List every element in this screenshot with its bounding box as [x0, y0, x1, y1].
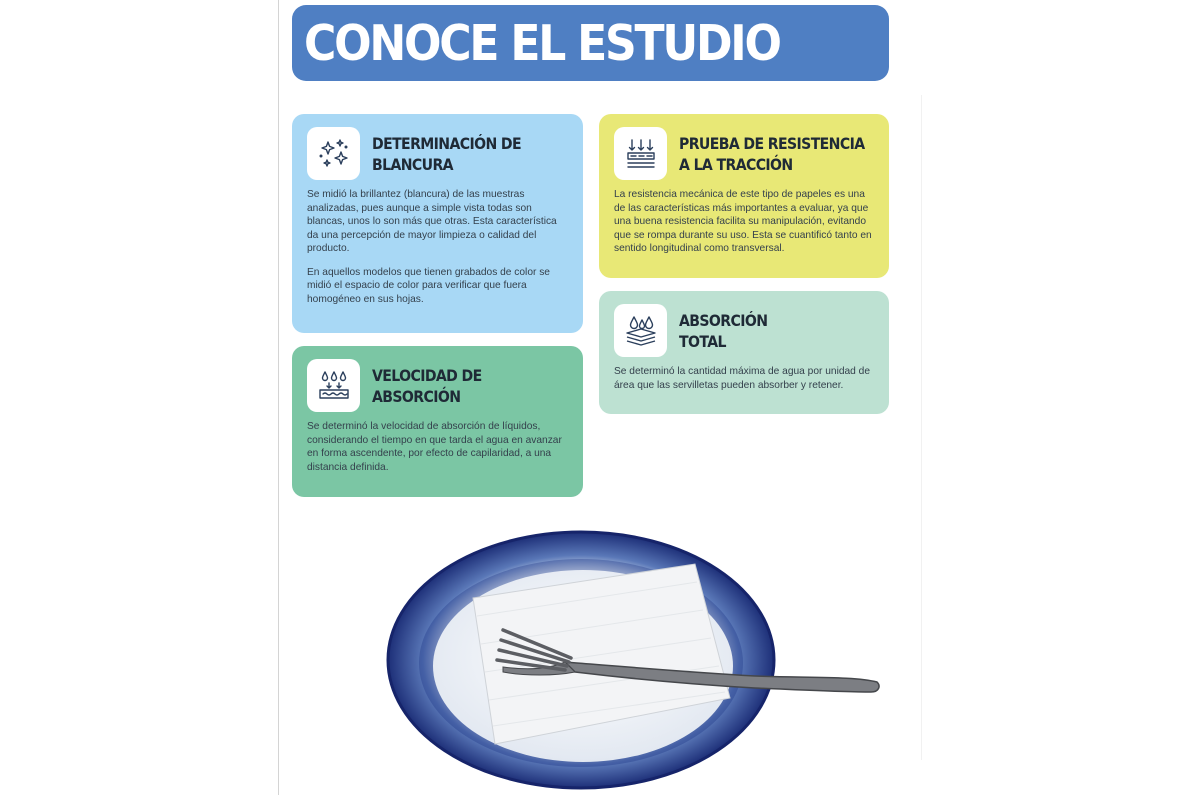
card-paragraph: Se determinó la cantidad máxima de agua por unidad de área que las servilletas pueden absorber y retener. [614, 366, 870, 391]
card-title [372, 133, 521, 175]
card-title-line: A LA TRACCIÓN [679, 154, 793, 174]
card-paragraph: En aquellos modelos que tienen grabados de color se midió el espacio de color para verificar que fuera homogéneo en sus hojas. [307, 266, 550, 305]
card-paragraph: Se determinó la velocidad de absorción de líquidos, considerando el tiempo en que tarda el agua en avanzar en forma ascendente, por efecto de capilaridad, a una distancia definida. [307, 421, 562, 473]
card-title [372, 365, 482, 407]
card-determinacion-blancura [292, 114, 583, 333]
water-layers-icon [614, 304, 667, 357]
droplets-absorb-icon [307, 359, 360, 412]
card-title-line: BLANCURA [372, 154, 453, 174]
page-left-edge [278, 0, 279, 795]
title-banner [292, 5, 889, 81]
card-title-line: ABSORCIÓN [372, 386, 461, 406]
plate-napkin-fork-icon [385, 526, 885, 794]
card-title-line: PRUEBA DE RESISTENCIA [679, 133, 865, 153]
card-title-line: DETERMINACIÓN DE [372, 133, 521, 153]
tension-arrows-icon [614, 127, 667, 180]
card-title-line: TOTAL [679, 331, 726, 351]
card-paragraph: La resistencia mecánica de este tipo de papeles es una de las características más importantes a evaluar, ya que una buena resistencia facilita su manipulación, evitando que se rompa durante su uso. Esta se cuantificó tanto en sentido longitudinal como transversal. [614, 189, 872, 254]
card-title-line: ABSORCIÓN [679, 310, 768, 330]
sparkles-icon [307, 127, 360, 180]
card-title [679, 133, 864, 175]
page-right-edge [921, 95, 922, 760]
page-title: CONOCE EL ESTUDIO [304, 14, 780, 72]
card-velocidad-absorcion [292, 346, 583, 497]
card-paragraph: Se midió la brillantez (blancura) de las muestras analizadas, pues aunque a simple vista todas son blancas, unos lo son más que otras. Esta característica da una percepción de mayor limpieza o calidad del producto. [307, 189, 557, 254]
card-resistencia-traccion [599, 114, 889, 278]
card-absorcion-total [599, 291, 889, 414]
card-title [679, 310, 767, 352]
card-title-line: VELOCIDAD DE [372, 365, 482, 385]
